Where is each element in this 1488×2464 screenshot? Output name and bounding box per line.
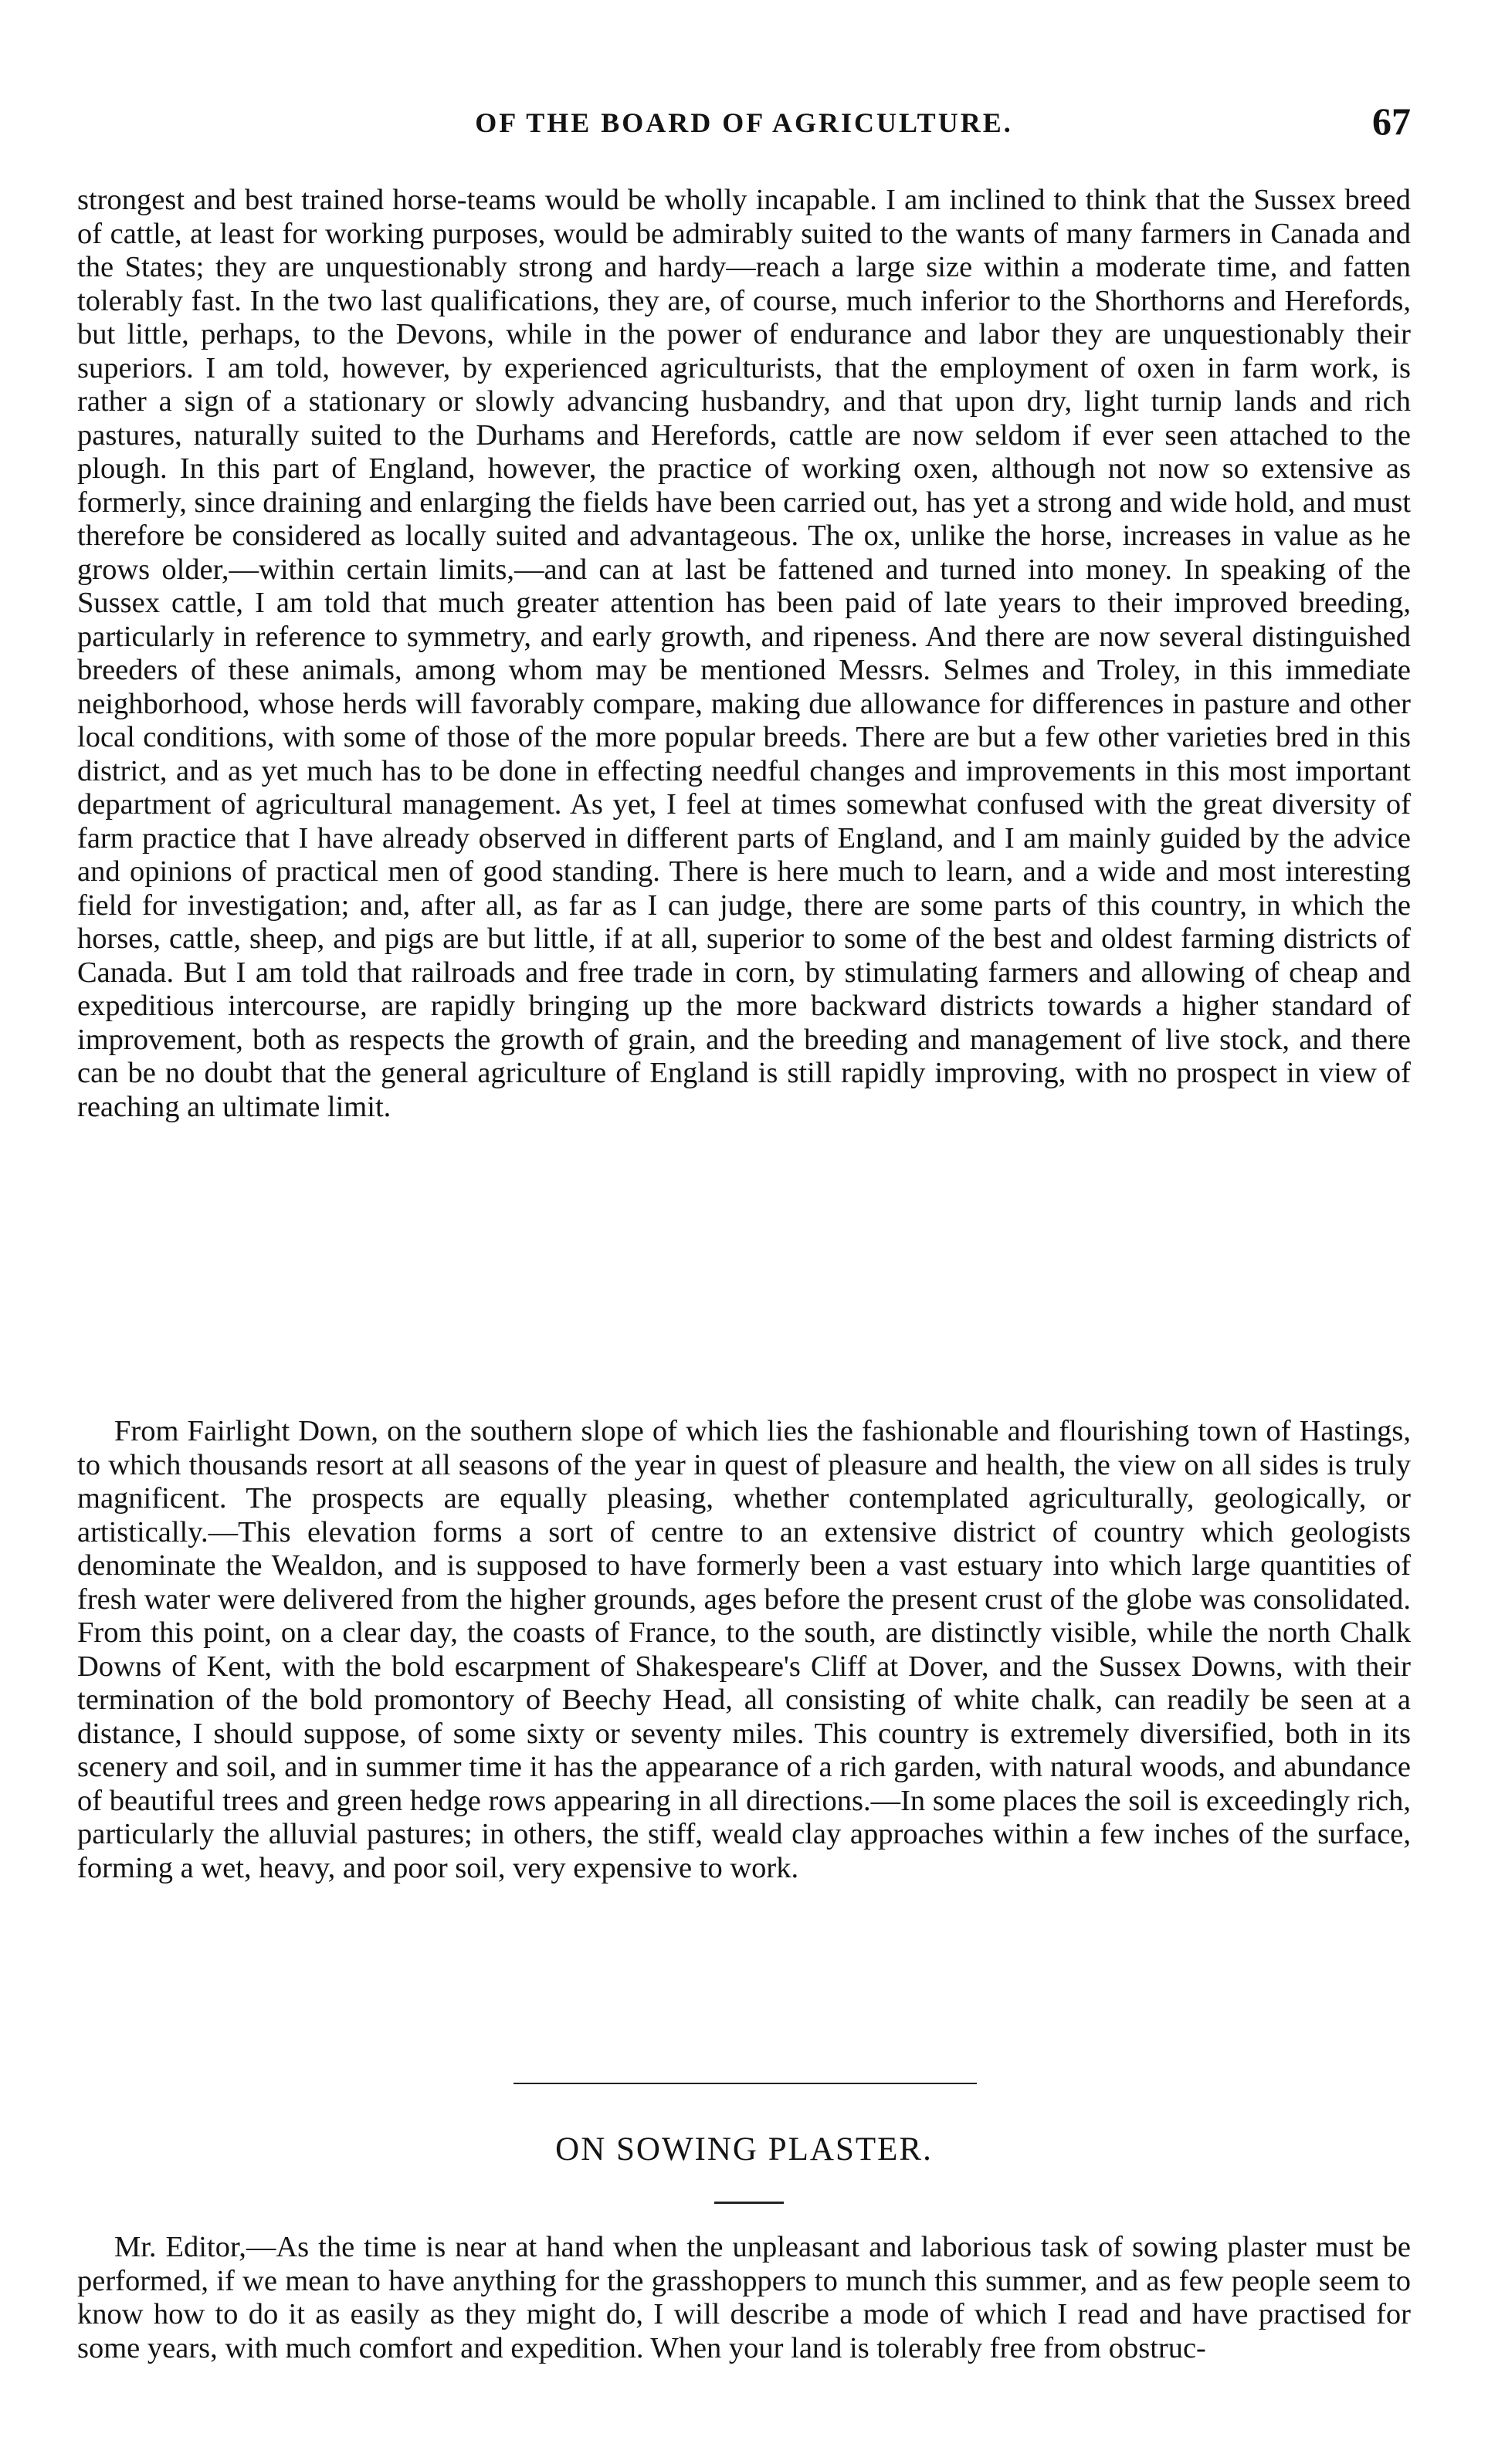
page-number: 67 bbox=[1372, 100, 1411, 143]
section-paragraph-1: Mr. Editor,—As the time is near at hand when the unpleasant and laborious task of sowing plaster must be performed, if we mean to have anything for the grasshoppers to munch this summer, and as few people seem to know how to do it as easily as they might do, I will describe a mode of which I read and have practised for some years, with much comfort and expedition. When your land is tolerably free from obstruc- bbox=[77, 2231, 1411, 2364]
fairlight-paragraph bbox=[77, 1415, 1411, 1885]
section-divider-rule bbox=[514, 2083, 977, 2084]
continued-paragraph bbox=[77, 184, 1411, 1124]
letter-paragraph bbox=[77, 2231, 1411, 2365]
body-paragraph-1: strongest and best trained horse-teams would be wholly incapable. I am inclined to think that the Sussex breed of cattle, at least for working purposes, would be admirably suited to the wants of many farmers in Canada and the States; they are unquestionably strong and hardy—reach a large size within a moderate time, and fatten tolerably fast. In the two last qualifications, they are, of course, much inferior to the Shorthorns and Herefords, but little, perhaps, to the Devons, while in the power of endurance and labor they are unquestionably their superiors. I am told, however, by experienced agriculturists, that the employment of oxen in farm work, is rather a sign of a stationary or slowly advancing husbandry, and that upon dry, light turnip lands and rich pastures, naturally suited to the Durhams and Herefords, cattle are now seldom if ever seen attached to the plough. In this part of England, however, the practice of working oxen, although not now so extensive as formerly, since draining and enlarging the fields have been carried out, has yet a strong and wide hold, and must therefore be considered as locally suited and advantageous. The ox, unlike the horse, increases in value as he grows older,—within certain limits,—and can at last be fattened and turned into money. In speaking of the Sussex cattle, I am told that much greater attention has been paid of late years to their improved breeding, particularly in reference to symmetry, and early growth, and ripeness. And there are now several distinguished breeders of these animals, among whom may be mentioned Messrs. Selmes and Troley, in this immediate neighborhood, whose herds will favorably compare, making due allowance for differences in pasture and other local conditions, with some of those of the more popular breeds. There are but a few other varieties bred in this district, and as yet much has to be done in effecting needful changes and improvements in this most important department of agricultural management. As yet, I feel at times somewhat confused with the great diversity of farm practice that I have already observed in different parts of England, and I am mainly guided by the advice and opinions of practical men of good standing. There is here much to learn, and a wide and most interesting field for investigation; and, after all, as far as I can judge, there are some parts of this country, in which the horses, cattle, sheep, and pigs are but little, if at all, superior to some of the best and oldest farming districts of Canada. But I am told that railroads and free trade in corn, by stimulating farmers and allowing of cheap and expeditious intercourse, are rapidly bringing up the more backward districts towards a higher standard of improvement, both as respects the growth of grain, and the breeding and management of live stock, and there can be no doubt that the general agriculture of England is still rapidly improving, with no prospect in view of reaching an ultimate limit. bbox=[77, 184, 1411, 1123]
running-header bbox=[77, 99, 1411, 153]
section-heading: ON SOWING PLASTER. bbox=[555, 2131, 933, 2168]
body-paragraph-2: From Fairlight Down, on the southern slope of which lies the fashionable and flourishing town of Hastings, to which thousands resort at all seasons of the year in quest of pleasure and health, the view on all sides is truly magnificent. The prospects are equally pleasing, whether contemplated agriculturally, geologically, or artistically.—This elevation forms a sort of centre to an extensive district of country which geologists denominate the Wealdon, and is supposed to have formerly been a vast estuary into which large quantities of fresh water were delivered from the higher grounds, ages before the present crust of the globe was consolidated. From this point, on a clear day, the coasts of France, to the south, are distinctly visible, while the north Chalk Downs of Kent, with the bold escarpment of Shakespeare's Cliff at Dover, and the Sussex Downs, with their termination of the bold promontory of Beechy Head, all consisting of white chalk, can readily be seen at a distance, I should suppose, of some sixty or seventy miles. This country is extremely diversified, both in its scenery and soil, and in summer time it has the appearance of a rich garden, with natural woods, and abundance of beautiful trees and green hedge rows appearing in all directions.—In some places the soil is exceedingly rich, particularly the alluvial pastures; in others, the stiff, weald clay approaches within a few inches of the surface, forming a wet, heavy, and poor soil, very expensive to work. bbox=[77, 1415, 1411, 1884]
running-title: OF THE BOARD OF AGRICULTURE. bbox=[475, 107, 1013, 138]
heading-underline-rule bbox=[714, 2202, 784, 2204]
